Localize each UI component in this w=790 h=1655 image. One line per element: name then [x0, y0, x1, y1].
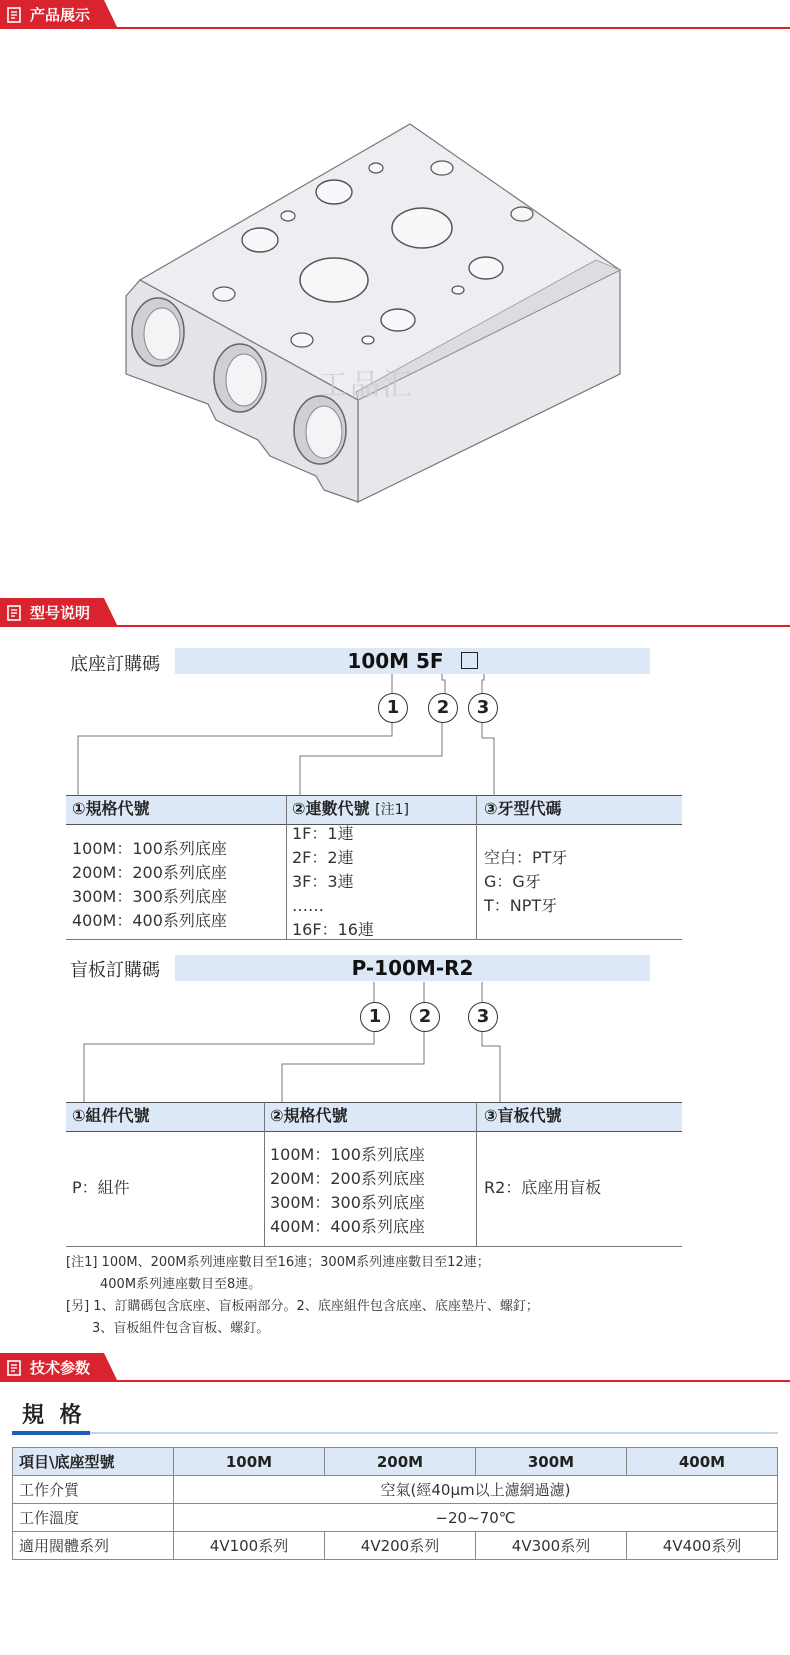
table-divider: [476, 1102, 477, 1246]
row-label: 適用閥體系列: [13, 1532, 174, 1560]
list-item: 16F：16連: [292, 920, 374, 939]
note-2: [另] 1、訂購碼包含底座、盲板兩部分。2、底座組件包含底座、底座墊片、螺釘；: [66, 1299, 539, 1314]
list-item: 1F：1連: [292, 824, 354, 843]
blank-col1-list: [72, 1176, 130, 1200]
table-row: [13, 1504, 778, 1532]
section-header-model: [0, 598, 790, 628]
base-code-bar: [175, 648, 650, 674]
section-header-tech: [0, 1353, 790, 1383]
row-value: −20~70℃: [174, 1504, 778, 1532]
row-value: 4V400系列: [627, 1532, 778, 1560]
spec-table: [12, 1447, 778, 1560]
blank-col3-head: ③盲板代號: [484, 1106, 562, 1125]
base-col2-note: [注1]: [375, 802, 409, 818]
note-1-cont: 400M系列連座數目至8連。: [100, 1277, 262, 1292]
table-header-row: [13, 1448, 778, 1476]
blank-code-value: P-100M-R2: [351, 956, 474, 980]
row-value: 4V300系列: [476, 1532, 627, 1560]
row-value: 4V200系列: [325, 1532, 476, 1560]
blank-col2-list: [270, 1143, 425, 1239]
spec-title: 規 格: [22, 1403, 86, 1428]
base-col3-list: [484, 846, 567, 918]
marker-3: 3: [468, 1002, 498, 1032]
list-item: 200M：200系列底座: [270, 1169, 425, 1188]
base-col3-head: ③牙型代碼: [484, 799, 562, 818]
document-icon: [6, 1360, 22, 1376]
marker-2: 2: [410, 1002, 440, 1032]
base-col2-head: [292, 795, 409, 824]
base-col1-head: ①規格代號: [72, 799, 150, 818]
base-code-value: 100M 5F: [347, 649, 444, 673]
list-item: G：G牙: [484, 872, 541, 891]
list-item: 100M：100系列底座: [72, 839, 227, 858]
blank-col1-head: ①組件代號: [72, 1106, 150, 1125]
table-divider: [476, 795, 477, 939]
blank-col3-list: [484, 1176, 601, 1200]
placeholder-box-icon: [461, 652, 478, 669]
list-item: 300M：300系列底座: [270, 1193, 425, 1212]
list-item: 2F：2連: [292, 848, 354, 867]
table-bottom-rule: [66, 939, 682, 940]
row-label: 工作介質: [13, 1476, 174, 1504]
marker-1: 1: [360, 1002, 390, 1032]
table-row: [13, 1532, 778, 1560]
table-divider: [286, 795, 287, 939]
spec-title-rule: [90, 1432, 778, 1434]
row-value: 空氣(經40μm以上濾網過濾): [174, 1476, 778, 1504]
header-rule: [110, 27, 790, 29]
list-item: 3F：3連: [292, 872, 354, 891]
blank-code-label: 盲板訂購碼: [70, 960, 160, 981]
header-cell: 200M: [325, 1448, 476, 1476]
base-code-connectors: [0, 672, 790, 802]
list-item: 300M：300系列底座: [72, 887, 227, 906]
row-value: 4V100系列: [174, 1532, 325, 1560]
header-rule: [110, 1380, 790, 1382]
list-item: P：組件: [72, 1178, 130, 1197]
note-2-cont: 3、盲板組件包含盲板、螺釘。: [92, 1321, 270, 1336]
marker-3: 3: [468, 693, 498, 723]
list-item: 100M：100系列底座: [270, 1145, 425, 1164]
header-cell: 400M: [627, 1448, 778, 1476]
watermark: 工品汇: [318, 368, 414, 403]
list-item: 400M：400系列底座: [270, 1217, 425, 1236]
header-rule: [110, 625, 790, 627]
base-col1-list: [72, 837, 227, 933]
list-item: 400M：400系列底座: [72, 911, 227, 930]
row-label: 工作溫度: [13, 1504, 174, 1532]
table-divider: [264, 1102, 265, 1246]
blank-col2-head: ②規格代號: [270, 1106, 348, 1125]
section-header-product: [0, 0, 790, 30]
list-item: 200M：200系列底座: [72, 863, 227, 882]
header-cell: 100M: [174, 1448, 325, 1476]
manifold-base-illustration: [120, 120, 640, 510]
list-item: T：NPT牙: [484, 896, 558, 915]
note-1: [注1] 100M、200M系列連座數目至16連；300M系列連座數目至12連；: [66, 1255, 490, 1270]
header-cell: 300M: [476, 1448, 627, 1476]
list-item: 空白：PT牙: [484, 848, 568, 867]
list-item: ……: [292, 896, 324, 915]
document-icon: [6, 7, 22, 23]
blank-table-header: [66, 1102, 682, 1132]
table-bottom-rule: [66, 1246, 682, 1247]
header-cell: 項目\底座型號: [13, 1448, 174, 1476]
base-code-label: 底座訂購碼: [70, 654, 160, 675]
list-item: R2：底座用盲板: [484, 1178, 602, 1197]
base-col2-head-text: ②連數代號: [292, 799, 370, 818]
document-icon: [6, 605, 22, 621]
blank-code-bar: [175, 955, 650, 981]
marker-2: 2: [428, 693, 458, 723]
blank-code-connectors: [0, 980, 790, 1110]
table-row: [13, 1476, 778, 1504]
marker-1: 1: [378, 693, 408, 723]
spec-title-accent: [12, 1431, 90, 1435]
section-title: 型号说明: [30, 604, 91, 622]
section-title: 产品展示: [30, 6, 91, 24]
section-title: 技术参数: [30, 1359, 91, 1377]
base-col2-list: [292, 822, 374, 942]
